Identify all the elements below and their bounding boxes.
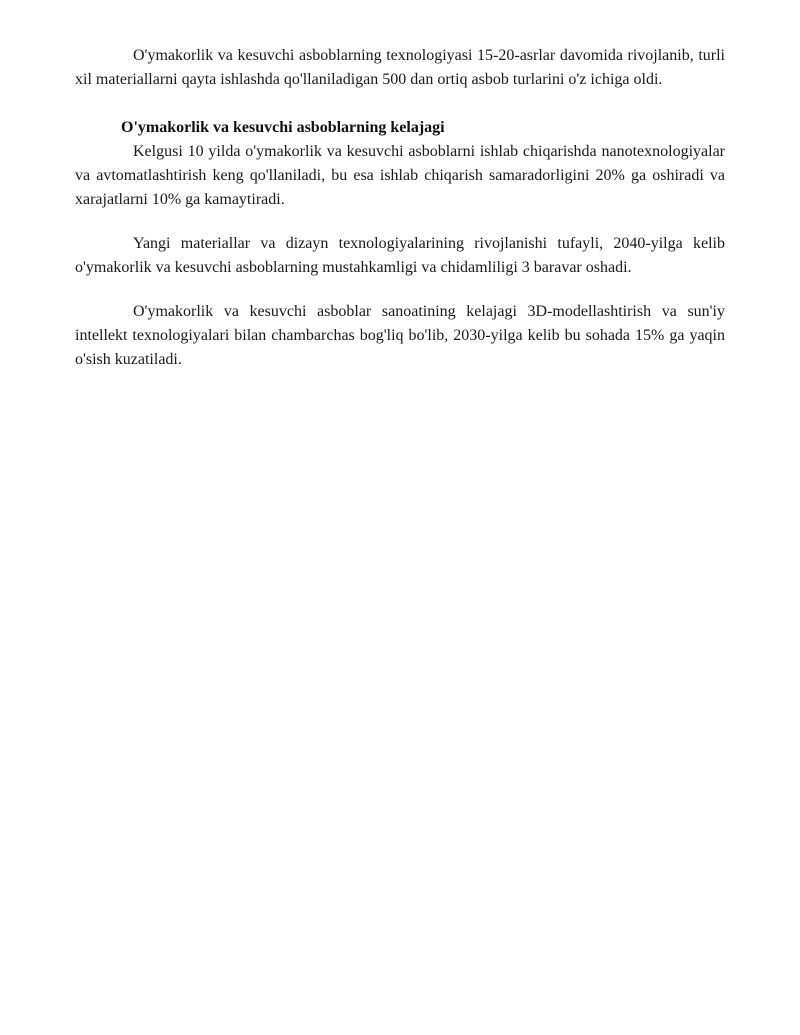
document-body bbox=[75, 44, 725, 372]
paragraph-industry-future: O'ymakorlik va kesuvchi asboblar sanoatining kelajagi 3D-modellashtirish va sun'iy intellekt texnologiyalari bilan chambarchas bog'liq bo'lib, 2030-yilga kelib bu sohada 15% ga yaqin o'sish kuzatiladi. bbox=[75, 303, 725, 368]
paragraph-next-decade: Kelgusi 10 yilda o'ymakorlik va kesuvchi asboblarni ishlab chiqarishda nanotexnologiyalar va avtomatlashtirish keng qo'llaniladi, bu esa ishlab chiqarish samaradorligini 20% ga oshiradi va xarajatlarni 10% ga kamaytiradi. bbox=[75, 143, 725, 208]
section-heading: O'ymakorlik va kesuvchi asboblarning kelajagi bbox=[121, 119, 445, 136]
paragraph-intro: O'ymakorlik va kesuvchi asboblarning texnologiyasi 15-20-asrlar davomida rivojlanib, turli xil materiallarni qayta ishlashda qo'llaniladigan 500 dan ortiq asbob turlarini o'z ichiga oldi. bbox=[75, 47, 725, 88]
paragraph-new-materials: Yangi materiallar va dizayn texnologiyalarining rivojlanishi tufayli, 2040-yilga kelib o'ymakorlik va kesuvchi asboblarning mustahkamligi va chidamliligi 3 baravar oshadi. bbox=[75, 235, 725, 276]
